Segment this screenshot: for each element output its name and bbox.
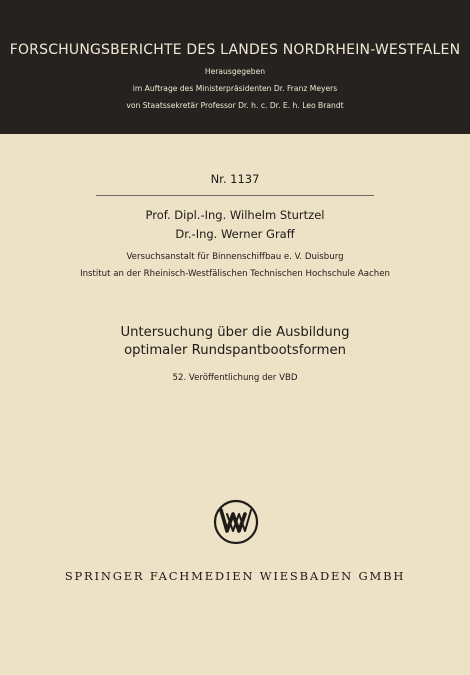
report-title-line: optimaler Rundspantbootsformen (124, 343, 346, 358)
editor-name-line: von Staatssekretär Professor Dr. h. c. Dr. E. h. Leo Brandt (126, 101, 344, 110)
editor-label: Herausgegeben (204, 67, 266, 76)
report-number: Nr. 1137 (210, 172, 260, 186)
author-name: Prof. Dipl.-Ing. Wilhelm Sturtzel (145, 208, 325, 222)
divider-rule (96, 195, 374, 196)
author-name: Dr.-Ing. Werner Graff (175, 227, 295, 241)
report-subtitle: 52. Veröffentlichung der VBD (172, 373, 298, 383)
report-title-line: Untersuchung über die Ausbildung (120, 325, 350, 340)
institution-line: Versuchsanstalt für Binnenschiffbau e. V. Duisburg (126, 252, 344, 262)
institution-line: Institut an der Rheinisch-Westfälischen Technischen Hochschule Aachen (80, 269, 390, 279)
commissioned-by-line: im Auftrage des Ministerpräsidenten Dr. Franz Meyers (132, 84, 338, 93)
springer-w-circle-logo-icon (212, 498, 260, 546)
publisher-name: SPRINGER FACHMEDIEN WIESBADEN GMBH (64, 569, 406, 583)
series-header-band (0, 0, 470, 134)
series-title: FORSCHUNGSBERICHTE DES LANDES NORDRHEIN-WESTFALEN (9, 42, 461, 58)
